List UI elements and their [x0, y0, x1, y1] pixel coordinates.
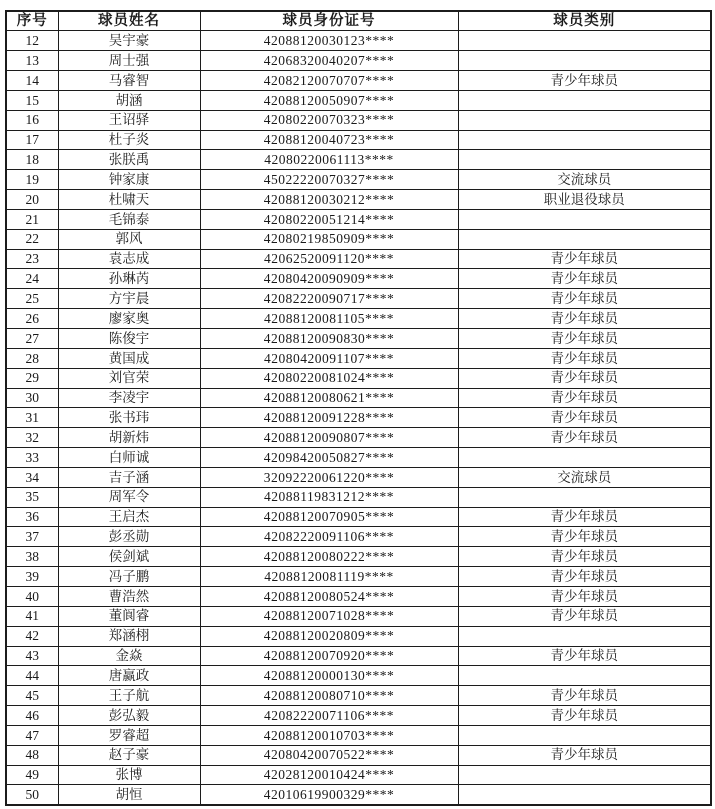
cell-id: 42080220061113**** — [200, 150, 458, 170]
cell-name: 胡恒 — [58, 785, 200, 805]
table-row — [6, 269, 711, 289]
cell-category — [458, 31, 711, 51]
cell-name: 毛锦泰 — [58, 209, 200, 229]
table-row — [6, 348, 711, 368]
table-row — [6, 586, 711, 606]
cell-id: 42088120091228**** — [200, 408, 458, 428]
cell-name: 赵子豪 — [58, 745, 200, 765]
table-row — [6, 130, 711, 150]
cell-index: 39 — [6, 567, 58, 587]
cell-id: 42080220081024**** — [200, 368, 458, 388]
cell-id: 42088120080524**** — [200, 586, 458, 606]
table-row — [6, 110, 711, 130]
cell-name: 孙琳芮 — [58, 269, 200, 289]
table-row — [6, 289, 711, 309]
cell-index: 24 — [6, 269, 58, 289]
cell-id: 42088120080621**** — [200, 388, 458, 408]
table-row — [6, 71, 711, 91]
cell-index: 23 — [6, 249, 58, 269]
header-index: 序号 — [6, 11, 58, 31]
cell-name: 王诏驿 — [58, 110, 200, 130]
cell-id: 42088119831212**** — [200, 487, 458, 507]
cell-id: 42088120081119**** — [200, 567, 458, 587]
cell-id: 32092220061220**** — [200, 467, 458, 487]
table-row — [6, 309, 711, 329]
cell-name: 吉子涵 — [58, 467, 200, 487]
cell-index: 38 — [6, 547, 58, 567]
cell-index: 17 — [6, 130, 58, 150]
cell-index: 36 — [6, 507, 58, 527]
table-row — [6, 785, 711, 805]
cell-category: 青少年球员 — [458, 646, 711, 666]
cell-id: 42088120090807**** — [200, 428, 458, 448]
cell-category: 青少年球员 — [458, 289, 711, 309]
cell-name: 彭丞勋 — [58, 527, 200, 547]
cell-index: 50 — [6, 785, 58, 805]
cell-id: 42088120090830**** — [200, 329, 458, 349]
cell-name: 郭风 — [58, 229, 200, 249]
cell-id: 42010619900329**** — [200, 785, 458, 805]
cell-category: 青少年球员 — [458, 309, 711, 329]
header-player-category: 球员类别 — [458, 11, 711, 31]
cell-index: 25 — [6, 289, 58, 309]
cell-id: 42080420070522**** — [200, 745, 458, 765]
cell-name: 冯子鹏 — [58, 567, 200, 587]
cell-index: 40 — [6, 586, 58, 606]
cell-name: 曹浩然 — [58, 586, 200, 606]
cell-category — [458, 209, 711, 229]
cell-name: 胡新炜 — [58, 428, 200, 448]
cell-index: 41 — [6, 606, 58, 626]
table-row — [6, 209, 711, 229]
cell-index: 20 — [6, 190, 58, 210]
cell-name: 郑涵栩 — [58, 626, 200, 646]
cell-category: 青少年球员 — [458, 706, 711, 726]
cell-index: 49 — [6, 765, 58, 785]
table-row — [6, 329, 711, 349]
cell-index: 12 — [6, 31, 58, 51]
cell-name: 袁志成 — [58, 249, 200, 269]
cell-index: 18 — [6, 150, 58, 170]
cell-index: 28 — [6, 348, 58, 368]
cell-index: 14 — [6, 71, 58, 91]
cell-index: 15 — [6, 90, 58, 110]
table-row — [6, 408, 711, 428]
cell-category: 青少年球员 — [458, 527, 711, 547]
cell-index: 29 — [6, 368, 58, 388]
cell-name: 周军令 — [58, 487, 200, 507]
cell-id: 42068320040207**** — [200, 51, 458, 71]
cell-category: 青少年球员 — [458, 368, 711, 388]
table-row — [6, 547, 711, 567]
cell-category — [458, 626, 711, 646]
cell-index: 16 — [6, 110, 58, 130]
cell-category: 青少年球员 — [458, 686, 711, 706]
table-row — [6, 487, 711, 507]
cell-name: 王子航 — [58, 686, 200, 706]
cell-id: 42088120030123**** — [200, 31, 458, 51]
cell-id: 42082220071106**** — [200, 706, 458, 726]
cell-name: 彭弘毅 — [58, 706, 200, 726]
cell-index: 19 — [6, 170, 58, 190]
table-row — [6, 150, 711, 170]
cell-index: 27 — [6, 329, 58, 349]
table-row — [6, 31, 711, 51]
cell-category: 青少年球员 — [458, 71, 711, 91]
cell-id: 42088120070920**** — [200, 646, 458, 666]
cell-id: 42088120071028**** — [200, 606, 458, 626]
cell-id: 42088120020809**** — [200, 626, 458, 646]
cell-id: 45022220070327**** — [200, 170, 458, 190]
table-row — [6, 388, 711, 408]
table-row — [6, 190, 711, 210]
cell-id: 42088120081105**** — [200, 309, 458, 329]
cell-category: 青少年球员 — [458, 567, 711, 587]
cell-category: 交流球员 — [458, 170, 711, 190]
cell-category: 青少年球员 — [458, 507, 711, 527]
table-row — [6, 567, 711, 587]
cell-name: 黄国成 — [58, 348, 200, 368]
cell-name: 方宇晨 — [58, 289, 200, 309]
cell-id: 42028120010424**** — [200, 765, 458, 785]
cell-name: 刘官荣 — [58, 368, 200, 388]
cell-id: 42082220090717**** — [200, 289, 458, 309]
cell-name: 胡涵 — [58, 90, 200, 110]
cell-index: 21 — [6, 209, 58, 229]
table-row — [6, 626, 711, 646]
cell-category: 青少年球员 — [458, 428, 711, 448]
cell-id: 42088120070905**** — [200, 507, 458, 527]
cell-name: 陈俊宇 — [58, 329, 200, 349]
table-row — [6, 507, 711, 527]
cell-index: 13 — [6, 51, 58, 71]
cell-category — [458, 487, 711, 507]
cell-category: 青少年球员 — [458, 606, 711, 626]
cell-category — [458, 229, 711, 249]
cell-id: 42080220070323**** — [200, 110, 458, 130]
cell-name: 钟家康 — [58, 170, 200, 190]
cell-name: 张书玮 — [58, 408, 200, 428]
cell-id: 42088120050907**** — [200, 90, 458, 110]
cell-index: 43 — [6, 646, 58, 666]
cell-name: 金焱 — [58, 646, 200, 666]
table-body — [6, 31, 711, 805]
cell-category: 青少年球员 — [458, 388, 711, 408]
cell-category — [458, 666, 711, 686]
cell-id: 42080420090909**** — [200, 269, 458, 289]
cell-id: 42088120080710**** — [200, 686, 458, 706]
cell-category — [458, 51, 711, 71]
table-header — [6, 11, 711, 31]
cell-name: 王启杰 — [58, 507, 200, 527]
table-row — [6, 170, 711, 190]
cell-name: 罗睿超 — [58, 725, 200, 745]
table-row — [6, 686, 711, 706]
cell-category: 青少年球员 — [458, 249, 711, 269]
cell-id: 42088120030212**** — [200, 190, 458, 210]
cell-category: 青少年球员 — [458, 269, 711, 289]
table-row — [6, 467, 711, 487]
cell-id: 42080220051214**** — [200, 209, 458, 229]
cell-name: 周士强 — [58, 51, 200, 71]
header-player-id: 球员身份证号 — [200, 11, 458, 31]
cell-name: 侯剑斌 — [58, 547, 200, 567]
cell-name: 李凌宇 — [58, 388, 200, 408]
cell-category — [458, 110, 711, 130]
cell-category — [458, 150, 711, 170]
table-row — [6, 706, 711, 726]
cell-category — [458, 90, 711, 110]
cell-index: 35 — [6, 487, 58, 507]
cell-name: 马睿智 — [58, 71, 200, 91]
table-row — [6, 606, 711, 626]
table-row — [6, 249, 711, 269]
table-row — [6, 229, 711, 249]
cell-category — [458, 765, 711, 785]
table-row — [6, 666, 711, 686]
cell-category: 职业退役球员 — [458, 190, 711, 210]
cell-index: 26 — [6, 309, 58, 329]
cell-name: 张朕禹 — [58, 150, 200, 170]
cell-name: 杜啸天 — [58, 190, 200, 210]
player-roster-table — [5, 10, 712, 806]
cell-id: 42080420091107**** — [200, 348, 458, 368]
cell-category: 青少年球员 — [458, 547, 711, 567]
cell-category — [458, 785, 711, 805]
cell-index: 44 — [6, 666, 58, 686]
table-row — [6, 527, 711, 547]
cell-index: 34 — [6, 467, 58, 487]
table-row — [6, 51, 711, 71]
cell-category: 青少年球员 — [458, 745, 711, 765]
cell-index: 31 — [6, 408, 58, 428]
cell-name: 杜子炎 — [58, 130, 200, 150]
cell-id: 42098420050827**** — [200, 448, 458, 468]
cell-index: 47 — [6, 725, 58, 745]
cell-category — [458, 448, 711, 468]
cell-index: 48 — [6, 745, 58, 765]
cell-id: 42088120040723**** — [200, 130, 458, 150]
cell-category — [458, 130, 711, 150]
cell-name: 张博 — [58, 765, 200, 785]
table-row — [6, 725, 711, 745]
cell-category: 青少年球员 — [458, 348, 711, 368]
cell-category — [458, 725, 711, 745]
cell-index: 46 — [6, 706, 58, 726]
table-row — [6, 448, 711, 468]
cell-name: 廖家奥 — [58, 309, 200, 329]
cell-index: 22 — [6, 229, 58, 249]
table-row — [6, 368, 711, 388]
table-row — [6, 646, 711, 666]
cell-name: 白师诚 — [58, 448, 200, 468]
cell-id: 42062520091120**** — [200, 249, 458, 269]
table-row — [6, 428, 711, 448]
table-row — [6, 90, 711, 110]
header-player-name: 球员姓名 — [58, 11, 200, 31]
cell-id: 42088120080222**** — [200, 547, 458, 567]
cell-category: 青少年球员 — [458, 329, 711, 349]
cell-id: 42082120070707**** — [200, 71, 458, 91]
cell-index: 42 — [6, 626, 58, 646]
cell-category: 青少年球员 — [458, 586, 711, 606]
cell-name: 董阆睿 — [58, 606, 200, 626]
cell-index: 33 — [6, 448, 58, 468]
cell-index: 37 — [6, 527, 58, 547]
cell-category: 青少年球员 — [458, 408, 711, 428]
table-row — [6, 765, 711, 785]
cell-category: 交流球员 — [458, 467, 711, 487]
cell-id: 42088120000130**** — [200, 666, 458, 686]
table-row — [6, 745, 711, 765]
cell-index: 32 — [6, 428, 58, 448]
header-row — [6, 11, 711, 31]
cell-id: 42080219850909**** — [200, 229, 458, 249]
cell-name: 吴宇豪 — [58, 31, 200, 51]
cell-id: 42082220091106**** — [200, 527, 458, 547]
cell-index: 30 — [6, 388, 58, 408]
cell-id: 42088120010703**** — [200, 725, 458, 745]
cell-name: 唐赢政 — [58, 666, 200, 686]
cell-index: 45 — [6, 686, 58, 706]
